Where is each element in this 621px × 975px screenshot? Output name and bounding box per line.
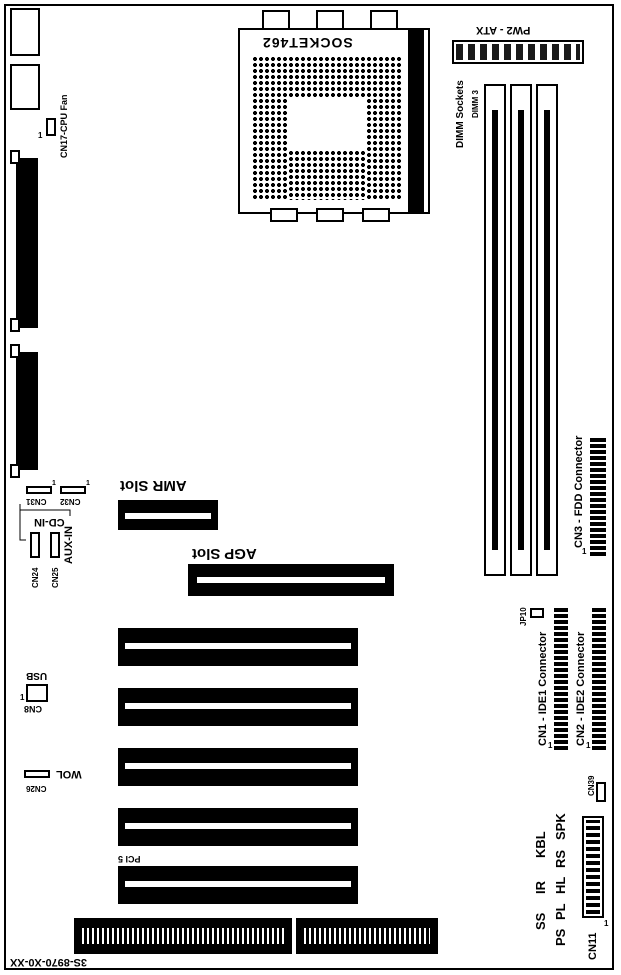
agp-slot-inner	[196, 576, 386, 584]
cn39-header	[596, 782, 606, 802]
fdd-pin-label: 1	[582, 547, 587, 556]
cn8-pin-label: 1	[20, 693, 25, 702]
fdd-connector-label: CN3 - FDD Connector	[573, 435, 585, 548]
pci-5-label: PCI 5	[118, 854, 141, 864]
agp-slot-label: AGP Slot	[192, 545, 257, 562]
bottom-slot-right-pins	[304, 928, 430, 944]
cn11-pin-label: 1	[604, 919, 609, 928]
dimm-3-label: DIMM 3	[471, 90, 480, 118]
cn24-header	[30, 532, 40, 558]
part-number-label: 3S-8970-X0-XX	[10, 956, 88, 968]
fp-ps-label: PS	[553, 928, 568, 946]
cn11-label: CN11	[587, 932, 599, 960]
ide1-pin-label: 1	[548, 741, 553, 750]
fp-kbl-label: KBL	[533, 831, 548, 858]
cn17-cpu-fan-label: CN17-CPU Fan	[59, 94, 69, 158]
pci-slot-3-inner	[124, 762, 352, 770]
cn26-label: CN26	[26, 784, 47, 793]
amr-slot-label: AMR Slot	[120, 477, 187, 494]
jp10-label: JP10	[519, 607, 528, 626]
bottom-slot-left-pins	[82, 928, 284, 944]
fp-rs-label: RS	[553, 849, 568, 868]
ide2-connector	[592, 606, 606, 750]
ide2-connector-label: CN2 - IDE2 Connector	[575, 631, 587, 746]
pci-slot-5-inner	[124, 880, 352, 888]
cn25-header	[50, 532, 60, 558]
usb-label: USB	[26, 670, 48, 681]
cn24-label: CN24	[31, 567, 40, 588]
cn8-label: CN8	[24, 704, 43, 714]
cn39-label: CN39	[587, 775, 596, 796]
fp-pl-label: PL	[553, 903, 568, 920]
dimm-sockets-label: DIMM Sockets	[455, 80, 466, 148]
cn32-label: CN32	[60, 497, 81, 506]
cn32-pin-label: 1	[86, 480, 90, 487]
fp-hl-label: HL	[553, 876, 568, 894]
pci-slot-1-inner	[124, 642, 352, 650]
cn8-usb-header	[26, 684, 48, 702]
fp-spk-label: SPK	[553, 813, 568, 840]
pci-slot-4-inner	[124, 822, 352, 830]
amr-slot-inner	[124, 512, 212, 520]
cn11-pins	[586, 820, 600, 914]
jp10-jumper	[530, 608, 544, 618]
aux-in-label: AUX-IN	[63, 526, 75, 564]
cn17-pin-label: 1	[38, 131, 43, 140]
wol-label: WOL	[56, 768, 82, 780]
ide1-connector	[554, 606, 568, 750]
cn26-wol-header	[24, 770, 50, 778]
socket-label: SOCKET462	[262, 35, 353, 51]
ide1-connector-label: CN1 - IDE1 Connector	[537, 631, 549, 746]
cn31-pin-label: 1	[52, 480, 56, 487]
fp-ir-label: IR	[533, 881, 548, 894]
cn31-label: CN31	[26, 497, 47, 506]
fp-ss-label: SS	[533, 912, 548, 930]
cd-in-label: CD-IN	[34, 516, 65, 528]
ide2-pin-label: 1	[586, 741, 591, 750]
pci-slot-2-inner	[124, 702, 352, 710]
cn25-label: CN25	[51, 567, 60, 588]
atx-power-label: PW2 - ATX	[476, 24, 531, 36]
